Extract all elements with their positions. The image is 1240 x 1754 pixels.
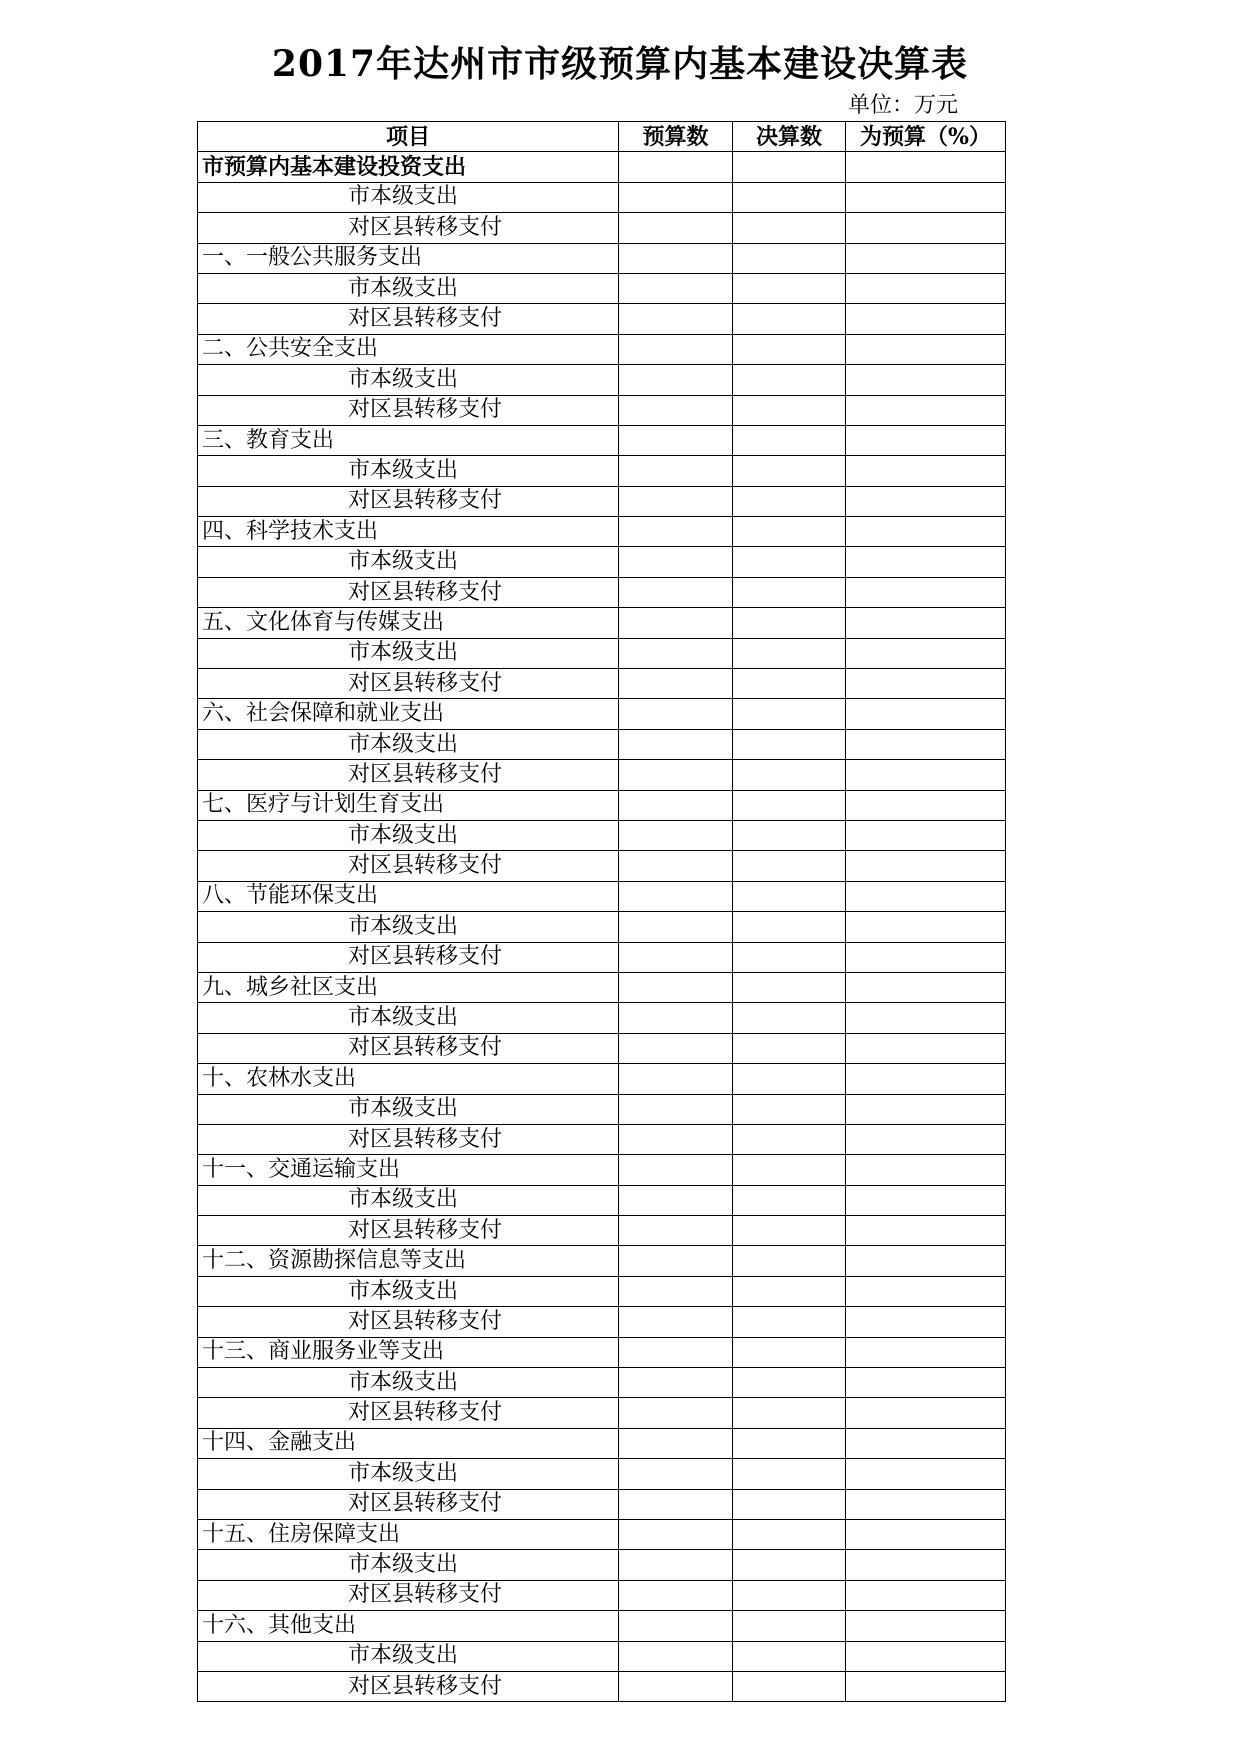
row-label-sub-transfer: 对区县转移支付 — [198, 942, 619, 972]
cell-ratio — [846, 699, 1006, 729]
cell-ratio — [846, 182, 1006, 212]
cell-ratio — [846, 1671, 1006, 1701]
cell-final — [733, 1124, 846, 1154]
cell-final — [733, 1216, 846, 1246]
cell-ratio — [846, 547, 1006, 577]
header-budget: 预算数 — [619, 122, 733, 152]
cell-ratio — [846, 1185, 1006, 1215]
cell-ratio — [846, 425, 1006, 455]
cell-final — [733, 790, 846, 820]
table-row-sub-city — [198, 1185, 1006, 1215]
row-label-sub-transfer: 对区县转移支付 — [198, 1671, 619, 1701]
table-row-sub-city — [198, 273, 1006, 303]
cell-final — [733, 1064, 846, 1094]
table-row-category — [198, 1064, 1006, 1094]
cell-budget — [619, 425, 733, 455]
row-label-sub-transfer: 对区县转移支付 — [198, 1216, 619, 1246]
cell-budget — [619, 942, 733, 972]
cell-final — [733, 851, 846, 881]
table-row-sub-transfer — [198, 486, 1006, 516]
table-row-category — [198, 1246, 1006, 1276]
cell-ratio — [846, 1459, 1006, 1489]
cell-ratio — [846, 820, 1006, 850]
cell-ratio — [846, 486, 1006, 516]
cell-budget — [619, 1216, 733, 1246]
row-label-category: 十五、住房保障支出 — [198, 1519, 619, 1549]
table-row-sub-transfer — [198, 1580, 1006, 1610]
cell-budget — [619, 1064, 733, 1094]
cell-ratio — [846, 608, 1006, 638]
cell-ratio — [846, 456, 1006, 486]
row-label-sub-transfer: 对区县转移支付 — [198, 669, 619, 699]
cell-ratio — [846, 881, 1006, 911]
row-label-sub-transfer: 对区县转移支付 — [198, 760, 619, 790]
cell-final — [733, 486, 846, 516]
row-label-category: 十三、商业服务业等支出 — [198, 1337, 619, 1367]
table-row-sub-city — [198, 365, 1006, 395]
cell-final — [733, 425, 846, 455]
row-label-sub-city: 市本级支出 — [198, 182, 619, 212]
cell-ratio — [846, 1611, 1006, 1641]
cell-budget — [619, 790, 733, 820]
cell-budget — [619, 456, 733, 486]
row-label-category: 五、文化体育与传媒支出 — [198, 608, 619, 638]
cell-final — [733, 182, 846, 212]
cell-final — [733, 881, 846, 911]
cell-ratio — [846, 912, 1006, 942]
cell-final — [733, 1580, 846, 1610]
table-row-sub-city — [198, 1003, 1006, 1033]
cell-final — [733, 1094, 846, 1124]
cell-budget — [619, 1519, 733, 1549]
table-row-category — [198, 334, 1006, 364]
cell-budget — [619, 182, 733, 212]
table-row-category — [198, 1337, 1006, 1367]
table-row-sub-transfer — [198, 1124, 1006, 1154]
cell-ratio — [846, 1276, 1006, 1306]
cell-final — [733, 1155, 846, 1185]
table-header-row — [198, 122, 1006, 152]
row-label-sub-transfer: 对区县转移支付 — [198, 304, 619, 334]
cell-budget — [619, 577, 733, 607]
cell-budget — [619, 760, 733, 790]
cell-ratio — [846, 152, 1006, 182]
cell-final — [733, 395, 846, 425]
cell-budget — [619, 669, 733, 699]
header-item: 项目 — [198, 122, 619, 152]
row-label-category: 十六、其他支出 — [198, 1611, 619, 1641]
cell-budget — [619, 729, 733, 759]
row-label-total: 市预算内基本建设投资支出 — [198, 152, 619, 182]
row-label-sub-city: 市本级支出 — [198, 729, 619, 759]
cell-ratio — [846, 760, 1006, 790]
cell-budget — [619, 1428, 733, 1458]
row-label-sub-city: 市本级支出 — [198, 365, 619, 395]
cell-ratio — [846, 517, 1006, 547]
cell-budget — [619, 1368, 733, 1398]
table-row-sub-city — [198, 638, 1006, 668]
table-row-sub-transfer — [198, 942, 1006, 972]
row-label-sub-transfer: 对区县转移支付 — [198, 577, 619, 607]
cell-final — [733, 456, 846, 486]
cell-final — [733, 699, 846, 729]
row-label-sub-city: 市本级支出 — [198, 1276, 619, 1306]
cell-final — [733, 972, 846, 1002]
cell-budget — [619, 1033, 733, 1063]
cell-budget — [619, 1337, 733, 1367]
row-label-sub-transfer: 对区县转移支付 — [198, 1033, 619, 1063]
cell-budget — [619, 1185, 733, 1215]
cell-final — [733, 334, 846, 364]
table-row-sub-transfer — [198, 1216, 1006, 1246]
row-label-sub-city: 市本级支出 — [198, 1550, 619, 1580]
cell-ratio — [846, 334, 1006, 364]
cell-final — [733, 1003, 846, 1033]
cell-ratio — [846, 1519, 1006, 1549]
table-row-category — [198, 699, 1006, 729]
cell-final — [733, 1307, 846, 1337]
row-label-category: 一、一般公共服务支出 — [198, 243, 619, 273]
row-label-sub-transfer: 对区县转移支付 — [198, 1124, 619, 1154]
table-row-sub-transfer — [198, 304, 1006, 334]
table-row-category — [198, 1611, 1006, 1641]
cell-ratio — [846, 1641, 1006, 1671]
cell-final — [733, 1185, 846, 1215]
cell-budget — [619, 365, 733, 395]
table-row-sub-city — [198, 820, 1006, 850]
cell-final — [733, 1337, 846, 1367]
table-row-sub-transfer — [198, 851, 1006, 881]
cell-budget — [619, 1459, 733, 1489]
cell-final — [733, 729, 846, 759]
cell-final — [733, 273, 846, 303]
cell-final — [733, 669, 846, 699]
row-label-category: 十一、交通运输支出 — [198, 1155, 619, 1185]
cell-budget — [619, 486, 733, 516]
table-row-sub-city — [198, 1368, 1006, 1398]
cell-final — [733, 1671, 846, 1701]
cell-ratio — [846, 790, 1006, 820]
table-row-total-transfer — [198, 213, 1006, 243]
cell-ratio — [846, 243, 1006, 273]
table-row-sub-transfer — [198, 1489, 1006, 1519]
cell-final — [733, 1276, 846, 1306]
cell-final — [733, 577, 846, 607]
cell-final — [733, 760, 846, 790]
cell-ratio — [846, 669, 1006, 699]
row-label-sub-city: 市本级支出 — [198, 1185, 619, 1215]
table-row-sub-transfer — [198, 1307, 1006, 1337]
row-label-category: 六、社会保障和就业支出 — [198, 699, 619, 729]
table-body — [198, 152, 1006, 1702]
cell-budget — [619, 334, 733, 364]
cell-ratio — [846, 1003, 1006, 1033]
cell-budget — [619, 1094, 733, 1124]
table-row-category — [198, 972, 1006, 1002]
cell-final — [733, 152, 846, 182]
cell-ratio — [846, 304, 1006, 334]
cell-final — [733, 1489, 846, 1519]
cell-budget — [619, 1550, 733, 1580]
table-row-category — [198, 790, 1006, 820]
cell-ratio — [846, 1094, 1006, 1124]
cell-final — [733, 638, 846, 668]
cell-ratio — [846, 1368, 1006, 1398]
cell-budget — [619, 1124, 733, 1154]
cell-budget — [619, 152, 733, 182]
cell-ratio — [846, 1489, 1006, 1519]
cell-final — [733, 1033, 846, 1063]
cell-ratio — [846, 213, 1006, 243]
cell-budget — [619, 1580, 733, 1610]
cell-final — [733, 1428, 846, 1458]
cell-final — [733, 304, 846, 334]
cell-ratio — [846, 851, 1006, 881]
cell-budget — [619, 1246, 733, 1276]
table-row-sub-transfer — [198, 669, 1006, 699]
table-row-category — [198, 1428, 1006, 1458]
cell-ratio — [846, 942, 1006, 972]
table-row-sub-city — [198, 456, 1006, 486]
table-row-sub-city — [198, 1459, 1006, 1489]
cell-budget — [619, 1155, 733, 1185]
row-label-sub-city: 市本级支出 — [198, 1459, 619, 1489]
cell-budget — [619, 395, 733, 425]
row-label-category: 十二、资源勘探信息等支出 — [198, 1246, 619, 1276]
row-label-sub-transfer: 对区县转移支付 — [198, 1307, 619, 1337]
cell-ratio — [846, 1550, 1006, 1580]
cell-final — [733, 243, 846, 273]
row-label-category: 二、公共安全支出 — [198, 334, 619, 364]
cell-final — [733, 1459, 846, 1489]
cell-ratio — [846, 1064, 1006, 1094]
cell-final — [733, 942, 846, 972]
cell-final — [733, 517, 846, 547]
row-label-category: 四、科学技术支出 — [198, 517, 619, 547]
cell-budget — [619, 699, 733, 729]
cell-ratio — [846, 395, 1006, 425]
cell-final — [733, 1398, 846, 1428]
cell-final — [733, 1368, 846, 1398]
table-row-category — [198, 517, 1006, 547]
row-label-sub-city: 市本级支出 — [198, 456, 619, 486]
cell-budget — [619, 547, 733, 577]
unit-label: 单位：万元 — [848, 93, 959, 118]
cell-budget — [619, 304, 733, 334]
table-row-category — [198, 608, 1006, 638]
table-row-sub-city — [198, 547, 1006, 577]
cell-ratio — [846, 273, 1006, 303]
cell-budget — [619, 213, 733, 243]
cell-budget — [619, 972, 733, 1002]
cell-ratio — [846, 1398, 1006, 1428]
row-label-sub-city: 市本级支出 — [198, 820, 619, 850]
row-label-sub-transfer: 对区县转移支付 — [198, 1398, 619, 1428]
cell-final — [733, 1641, 846, 1671]
row-label-category: 十四、金融支出 — [198, 1428, 619, 1458]
cell-budget — [619, 1307, 733, 1337]
cell-budget — [619, 1489, 733, 1519]
table-row-sub-city — [198, 729, 1006, 759]
cell-budget — [619, 851, 733, 881]
table-row-sub-city — [198, 1094, 1006, 1124]
header-ratio: 为预算（%） — [846, 122, 1006, 152]
table-row-sub-city — [198, 1550, 1006, 1580]
row-label-sub-city: 市本级支出 — [198, 638, 619, 668]
row-label-sub-transfer: 对区县转移支付 — [198, 395, 619, 425]
cell-final — [733, 1519, 846, 1549]
row-label-sub-transfer: 对区县转移支付 — [198, 486, 619, 516]
cell-ratio — [846, 638, 1006, 668]
row-label-category: 九、城乡社区支出 — [198, 972, 619, 1002]
cell-ratio — [846, 1580, 1006, 1610]
row-label-sub-city: 市本级支出 — [198, 1003, 619, 1033]
table-row-category — [198, 243, 1006, 273]
row-label-sub-city: 市本级支出 — [198, 1368, 619, 1398]
row-label-category: 八、节能环保支出 — [198, 881, 619, 911]
cell-ratio — [846, 1155, 1006, 1185]
table-row-sub-transfer — [198, 1671, 1006, 1701]
cell-final — [733, 365, 846, 395]
cell-ratio — [846, 1124, 1006, 1154]
row-label-category: 十、农林水支出 — [198, 1064, 619, 1094]
table-row-category — [198, 425, 1006, 455]
cell-budget — [619, 608, 733, 638]
cell-final — [733, 820, 846, 850]
row-label-sub-city: 市本级支出 — [198, 912, 619, 942]
cell-final — [733, 213, 846, 243]
cell-final — [733, 1246, 846, 1276]
cell-budget — [619, 820, 733, 850]
row-label-sub-transfer: 对区县转移支付 — [198, 1489, 619, 1519]
row-label-sub-city: 市本级支出 — [198, 1094, 619, 1124]
cell-ratio — [846, 1428, 1006, 1458]
cell-ratio — [846, 1307, 1006, 1337]
table-row-sub-city — [198, 1641, 1006, 1671]
table-row-sub-transfer — [198, 577, 1006, 607]
cell-budget — [619, 273, 733, 303]
table-row-sub-transfer — [198, 1033, 1006, 1063]
cell-ratio — [846, 1033, 1006, 1063]
cell-final — [733, 1550, 846, 1580]
table-row-sub-city — [198, 912, 1006, 942]
cell-budget — [619, 1641, 733, 1671]
cell-budget — [619, 1671, 733, 1701]
cell-final — [733, 608, 846, 638]
row-label-sub-city: 市本级支出 — [198, 273, 619, 303]
cell-budget — [619, 1611, 733, 1641]
row-label-sub-transfer: 对区县转移支付 — [198, 1580, 619, 1610]
cell-budget — [619, 1276, 733, 1306]
table-row-category — [198, 1519, 1006, 1549]
table-row-sub-transfer — [198, 395, 1006, 425]
cell-ratio — [846, 1246, 1006, 1276]
cell-budget — [619, 1003, 733, 1033]
document-title: 2017年达州市市级预算内基本建设决算表 — [271, 43, 969, 85]
cell-budget — [619, 881, 733, 911]
table-row-category — [198, 881, 1006, 911]
row-label-sub-transfer: 对区县转移支付 — [198, 213, 619, 243]
cell-ratio — [846, 365, 1006, 395]
cell-ratio — [846, 1216, 1006, 1246]
cell-budget — [619, 912, 733, 942]
row-label-category: 七、医疗与计划生育支出 — [198, 790, 619, 820]
row-label-sub-transfer: 对区县转移支付 — [198, 851, 619, 881]
budget-table — [197, 121, 1006, 1702]
header-final: 决算数 — [733, 122, 846, 152]
table-row-category — [198, 1155, 1006, 1185]
cell-ratio — [846, 577, 1006, 607]
table-row-sub-transfer — [198, 760, 1006, 790]
row-label-sub-city: 市本级支出 — [198, 1641, 619, 1671]
row-label-sub-city: 市本级支出 — [198, 547, 619, 577]
table-row-total — [198, 152, 1006, 182]
cell-budget — [619, 243, 733, 273]
cell-budget — [619, 1398, 733, 1428]
cell-ratio — [846, 1337, 1006, 1367]
table-row-total-city — [198, 182, 1006, 212]
cell-budget — [619, 517, 733, 547]
cell-final — [733, 1611, 846, 1641]
cell-final — [733, 912, 846, 942]
cell-ratio — [846, 972, 1006, 1002]
row-label-category: 三、教育支出 — [198, 425, 619, 455]
cell-ratio — [846, 729, 1006, 759]
table-row-sub-transfer — [198, 1398, 1006, 1428]
cell-final — [733, 547, 846, 577]
cell-budget — [619, 638, 733, 668]
table-row-sub-city — [198, 1276, 1006, 1306]
